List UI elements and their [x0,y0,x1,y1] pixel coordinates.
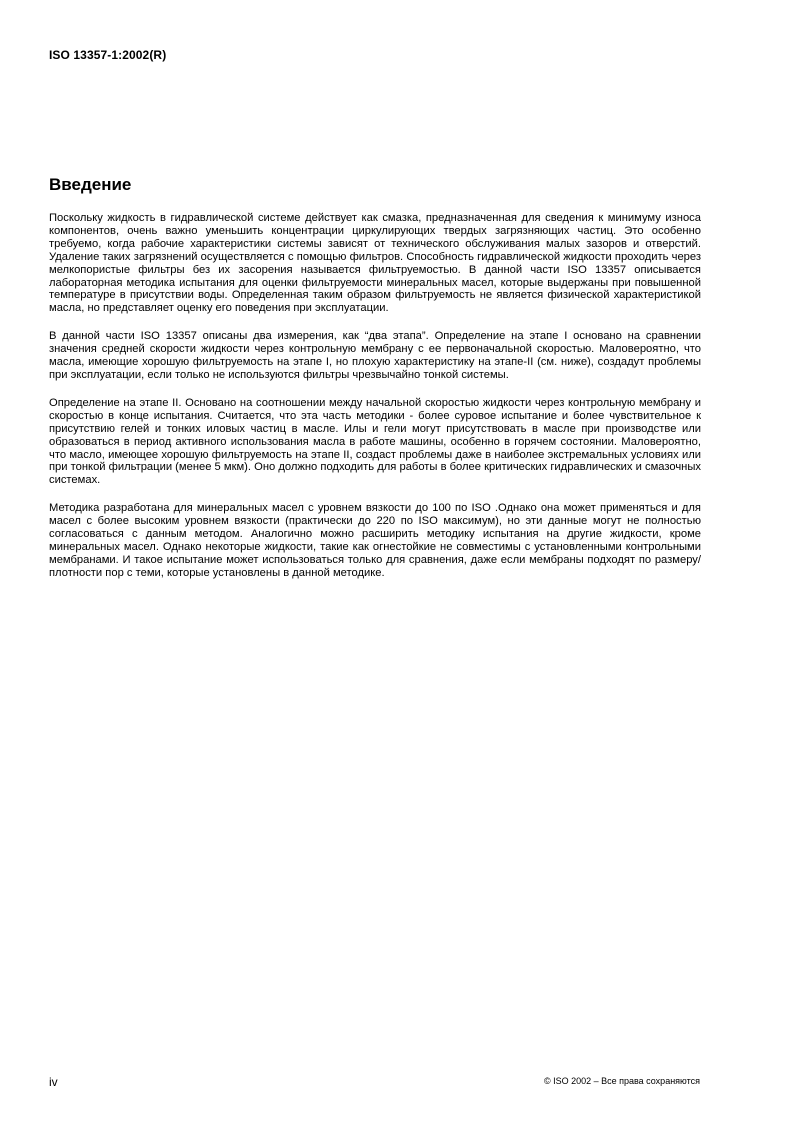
paragraph-4: Методика разработана для минеральных масел с уровнем вязкости до 100 по ISO .Однако она может применяться и для масел с более высоким уровнем вязкости (практически до 220 по ISO максимум), но эти данные могут не полностью согласоваться с данным методом. Аналогично можно расширить методику испытания на другие жидкости, кроме минеральных масел. Однако некоторые жидкости, такие как огнестойкие не совместимы с установленными контрольными мембранами. И такое испытание может использоваться только для сравнения, даже если мембраны подходят по размеру/плотности пор с теми, которые установлены в данной методике. [49,502,701,579]
paragraph-3: Определение на этапе II. Основано на соотношении между начальной скоростью жидкости через контрольную мембрану и скоростью в конце испытания. Считается, что эта часть методики - более суровое испытание и более чувствительное к присутствию гелей и тонких иловых частиц в масле. Илы и гели могут присутствовать в масле при производстве или образоваться в период активного использования масла в работе машины, особенно в горячем состоянии. Маловероятно, что масло, имеющее хорошую фильтруемость на этапе II, создаст проблемы даже в наиболее экстремальных условиях или при тонкой фильтрации (менее 5 мкм). Оно должно подходить для работы в более критических гидравлических и смазочных системах. [49,396,701,487]
section-body [49,212,701,595]
paragraph-2: В данной части ISO 13357 описаны два измерения, как “два этапа”. Определение на этапе I основано на сравнении значения средней скорости жидкости через контрольную мембрану с ее первоначальной скоростью. Маловероятно, что масла, имеющие хорошую фильтруемость на этапе I, но плохую характеристику на этапе-II (см. ниже), создадут проблемы при эксплуатации, если только не используются фильтры чрезвычайно тонкой системы. [49,330,701,381]
section-title: Введение [49,175,132,194]
copyright-notice: © ISO 2002 – Все права сохраняются [543,1076,700,1086]
paragraph-1: Поскольку жидкость в гидравлической системе действует как смазка, предназначенная для сведения к минимуму износа компонентов, очень важно уменьшить концентрации циркулирующих твердых загрязняющих частиц. Это особенно требуемо, когда рабочие характеристики системы зависят от технического обслуживания малых зазоров и отверстий. Удаление таких загрязнений осуществляется с помощью фильтров. Способность гидравлической жидкости проходить через мелкопористые фильтры без их засорения называется фильтруемостью. В данной части ISO 13357 описывается лабораторная методика испытания для оценки фильтруемости минеральных масел, которые выдержаны при повышенной температуре в присутствии воды. Определенная таким образом фильтруемость не является физической характеристикой масла, но представляет оценку его поведения при эксплуатации. [49,212,701,315]
document-id: ISO 13357-1:2002(R) [49,48,167,62]
page-number: iv [49,1075,58,1089]
